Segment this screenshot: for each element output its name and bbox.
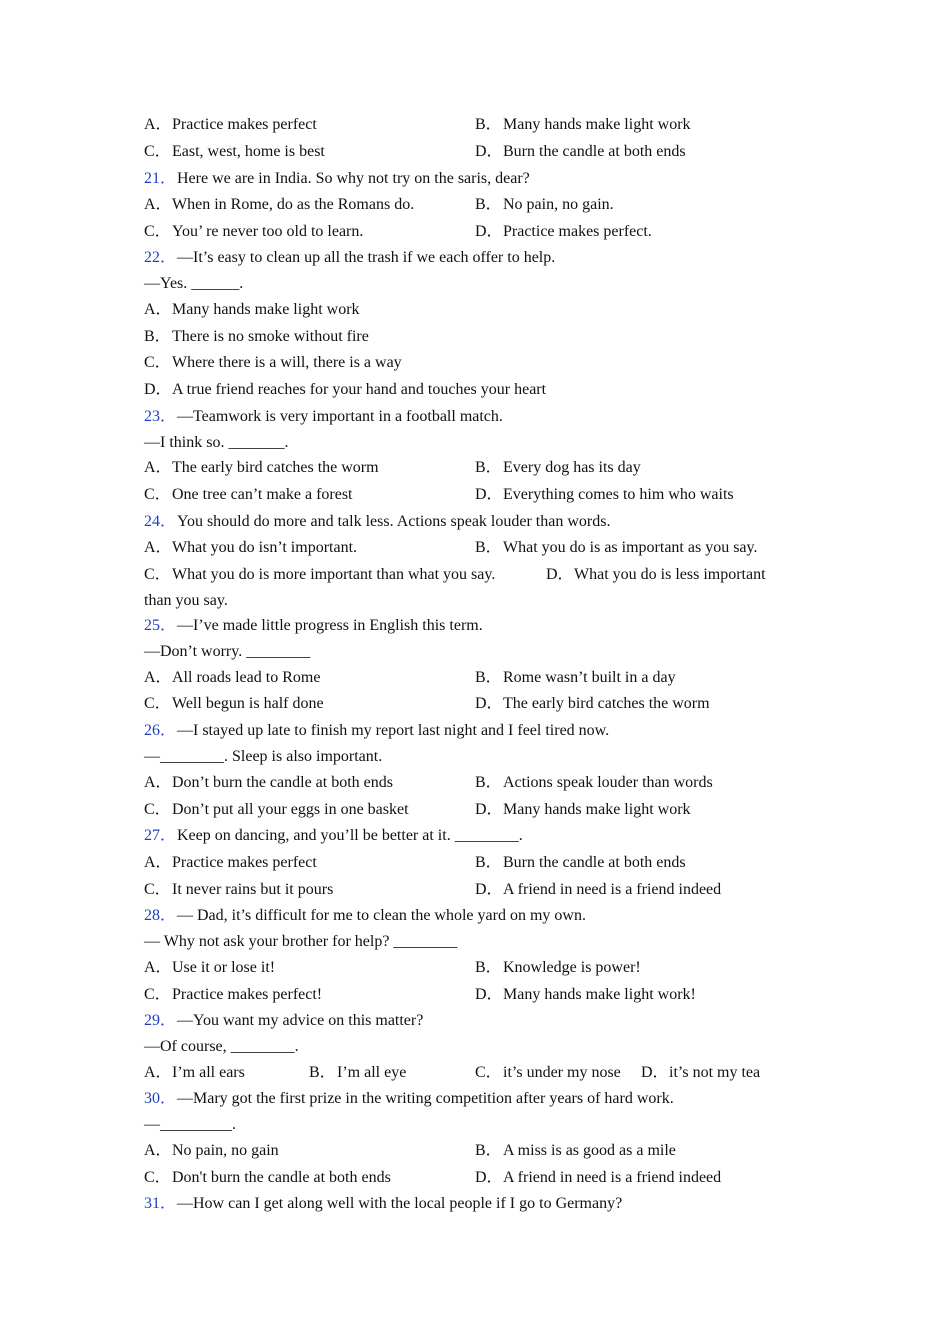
option-b bbox=[475, 458, 641, 478]
question-text: —Mary got the first prize in the writing competition after years of hard work. bbox=[177, 1090, 674, 1107]
option-label: A． bbox=[144, 854, 172, 871]
option-label: C． bbox=[144, 354, 171, 371]
option-d bbox=[475, 694, 710, 714]
option-label: D． bbox=[475, 486, 503, 503]
option-d bbox=[641, 1063, 760, 1083]
option-text: No pain, no gain bbox=[172, 1142, 279, 1159]
question-text: Here we are in India. So why not try on the saris, dear? bbox=[177, 170, 530, 187]
option-b bbox=[309, 1063, 406, 1083]
option-label: B． bbox=[475, 459, 502, 476]
option-label: B． bbox=[475, 196, 502, 213]
option-label: A． bbox=[144, 301, 172, 318]
option-b bbox=[475, 115, 691, 135]
question-text: —Teamwork is very important in a football match. bbox=[177, 408, 503, 425]
question-number: 26． bbox=[144, 722, 177, 739]
option-label: A． bbox=[144, 459, 172, 476]
option-c bbox=[144, 694, 324, 714]
option-label: D． bbox=[475, 801, 503, 818]
option-text: Practice makes perfect. bbox=[503, 223, 652, 240]
option-c bbox=[144, 142, 325, 162]
option-text: One tree can’t make a forest bbox=[172, 486, 353, 503]
question-text: —It’s easy to clean up all the trash if we each offer to help. bbox=[177, 249, 556, 266]
option-b bbox=[475, 668, 676, 688]
option-label: C． bbox=[144, 1169, 171, 1186]
option-text: it’s under my nose bbox=[503, 1064, 621, 1081]
option-d bbox=[475, 485, 734, 505]
option-text: I’m all eye bbox=[337, 1064, 407, 1081]
option-text: The early bird catches the worm bbox=[503, 695, 710, 712]
option-text: Many hands make light work bbox=[503, 116, 691, 133]
question-23-reply: —I think so. _______. bbox=[144, 434, 289, 451]
option-text: A miss is as good as a mile bbox=[503, 1142, 676, 1159]
option-label: C． bbox=[144, 566, 171, 583]
option-b bbox=[475, 853, 686, 873]
option-b bbox=[475, 538, 757, 558]
option-c bbox=[144, 880, 333, 900]
option-text: Don’t put all your eggs in one basket bbox=[172, 801, 409, 818]
option-text: What you do is as important as you say. bbox=[503, 539, 758, 556]
question-text: Keep on dancing, and you’ll be better at it. ________. bbox=[177, 827, 523, 844]
option-b bbox=[144, 327, 369, 347]
option-text: Burn the candle at both ends bbox=[503, 143, 686, 160]
option-text: What you do isn’t important. bbox=[172, 539, 358, 556]
question-30-reply: —_________. bbox=[144, 1116, 236, 1133]
question-number: 25． bbox=[144, 617, 177, 634]
option-a bbox=[144, 773, 393, 793]
option-a bbox=[144, 538, 357, 558]
question-text: —I stayed up late to finish my report last night and I feel tired now. bbox=[177, 722, 610, 739]
option-a bbox=[144, 668, 320, 688]
option-c bbox=[144, 353, 402, 373]
question-21-prompt bbox=[144, 169, 530, 189]
option-c bbox=[144, 985, 322, 1005]
question-28-reply: — Why not ask your brother for help? ________ bbox=[144, 933, 458, 950]
question-number: 31． bbox=[144, 1195, 177, 1212]
option-label: C． bbox=[144, 143, 171, 160]
question-22-prompt bbox=[144, 248, 555, 268]
question-text: —You want my advice on this matter? bbox=[177, 1012, 424, 1029]
option-text: There is no smoke without fire bbox=[172, 328, 369, 345]
option-c bbox=[144, 485, 353, 505]
option-label: D． bbox=[475, 223, 503, 240]
question-number: 21． bbox=[144, 170, 177, 187]
option-label: A． bbox=[144, 196, 172, 213]
question-text: —How can I get along well with the local people if I go to Germany? bbox=[177, 1195, 623, 1212]
option-text: Actions speak louder than words bbox=[503, 774, 713, 791]
option-label: D． bbox=[475, 986, 503, 1003]
question-28-prompt bbox=[144, 906, 586, 926]
option-c bbox=[144, 1168, 391, 1188]
option-text: What you do is less important bbox=[574, 566, 766, 583]
question-29-reply: —Of course, ________. bbox=[144, 1038, 299, 1055]
option-text: Every dog has its day bbox=[503, 459, 641, 476]
option-label: C． bbox=[144, 801, 171, 818]
option-c bbox=[144, 565, 495, 585]
option-text: A friend in need is a friend indeed bbox=[503, 881, 722, 898]
question-25-reply: —Don’t worry. ________ bbox=[144, 643, 311, 660]
question-text: You should do more and talk less. Actions speak louder than words. bbox=[177, 513, 611, 530]
option-label: B． bbox=[475, 959, 502, 976]
option-label: D． bbox=[144, 381, 172, 398]
question-number: 28． bbox=[144, 907, 177, 924]
option-text: Many hands make light work bbox=[172, 301, 360, 318]
option-text: Well begun is half done bbox=[172, 695, 324, 712]
option-c bbox=[475, 1063, 621, 1083]
option-text: Don't burn the candle at both ends bbox=[172, 1169, 391, 1186]
option-label: B． bbox=[475, 539, 502, 556]
option-d bbox=[475, 222, 652, 242]
option-text: Everything comes to him who waits bbox=[503, 486, 734, 503]
question-31-prompt bbox=[144, 1194, 622, 1214]
question-24-prompt bbox=[144, 512, 610, 532]
question-number: 24． bbox=[144, 513, 177, 530]
option-text: A true friend reaches for your hand and touches your heart bbox=[172, 381, 547, 398]
option-a bbox=[144, 300, 360, 320]
question-23-prompt bbox=[144, 407, 503, 427]
option-text: I’m all ears bbox=[172, 1064, 245, 1081]
question-text: —I’ve made little progress in English this term. bbox=[177, 617, 483, 634]
option-text: Practice makes perfect bbox=[172, 116, 317, 133]
option-label: D． bbox=[475, 143, 503, 160]
option-label: B． bbox=[475, 1142, 502, 1159]
option-label: B． bbox=[309, 1064, 336, 1081]
option-label: D． bbox=[546, 566, 574, 583]
option-d bbox=[475, 985, 696, 1005]
option-label: A． bbox=[144, 116, 172, 133]
option-d bbox=[475, 880, 721, 900]
option-text: East, west, home is best bbox=[172, 143, 325, 160]
question-number: 23． bbox=[144, 408, 177, 425]
option-a bbox=[144, 853, 317, 873]
question-26-prompt bbox=[144, 721, 609, 741]
option-text: Burn the candle at both ends bbox=[503, 854, 686, 871]
option-text: Use it or lose it! bbox=[172, 959, 276, 976]
option-text: The early bird catches the worm bbox=[172, 459, 379, 476]
option-label: B． bbox=[475, 774, 502, 791]
option-text: You’ re never too old to learn. bbox=[172, 223, 364, 240]
option-label: B． bbox=[475, 116, 502, 133]
option-label: A． bbox=[144, 539, 172, 556]
option-text: When in Rome, do as the Romans do. bbox=[172, 196, 415, 213]
option-label: B． bbox=[144, 328, 171, 345]
option-b bbox=[475, 1141, 676, 1161]
option-label: D． bbox=[475, 881, 503, 898]
question-26-reply: —________. Sleep is also important. bbox=[144, 748, 383, 765]
question-number: 22． bbox=[144, 249, 177, 266]
option-d bbox=[475, 800, 691, 820]
option-text: Many hands make light work! bbox=[503, 986, 696, 1003]
option-label: A． bbox=[144, 1142, 172, 1159]
option-label: A． bbox=[144, 1064, 172, 1081]
option-label: D． bbox=[641, 1064, 669, 1081]
question-25-prompt bbox=[144, 616, 483, 636]
option-text: Knowledge is power! bbox=[503, 959, 641, 976]
option-c bbox=[144, 222, 363, 242]
option-a bbox=[144, 115, 317, 135]
option-text: Rome wasn’t built in a day bbox=[503, 669, 676, 686]
option-label: A． bbox=[144, 669, 172, 686]
option-label: B． bbox=[475, 854, 502, 871]
option-b bbox=[475, 958, 641, 978]
question-30-prompt bbox=[144, 1089, 674, 1109]
option-a bbox=[144, 958, 275, 978]
option-text: Practice makes perfect! bbox=[172, 986, 323, 1003]
option-text: Where there is a will, there is a way bbox=[172, 354, 402, 371]
option-label: C． bbox=[144, 695, 171, 712]
question-22-reply: —Yes. ______. bbox=[144, 275, 244, 292]
option-label: C． bbox=[144, 986, 171, 1003]
question-number: 30． bbox=[144, 1090, 177, 1107]
option-label: C． bbox=[144, 223, 171, 240]
option-d bbox=[475, 142, 686, 162]
option-label: C． bbox=[144, 881, 171, 898]
option-text: Practice makes perfect bbox=[172, 854, 317, 871]
option-c bbox=[144, 800, 409, 820]
option-b bbox=[475, 773, 713, 793]
option-label: A． bbox=[144, 774, 172, 791]
option-label: D． bbox=[475, 1169, 503, 1186]
option-d bbox=[144, 380, 546, 400]
question-29-prompt bbox=[144, 1011, 423, 1031]
option-label: C． bbox=[144, 486, 171, 503]
option-label: A． bbox=[144, 959, 172, 976]
option-d-continuation: than you say. bbox=[144, 592, 228, 609]
option-text: it’s not my tea bbox=[669, 1064, 761, 1081]
option-a bbox=[144, 458, 379, 478]
option-a bbox=[144, 195, 414, 215]
option-text: No pain, no gain. bbox=[503, 196, 614, 213]
question-number: 29． bbox=[144, 1012, 177, 1029]
option-text: A friend in need is a friend indeed bbox=[503, 1169, 722, 1186]
option-label: C． bbox=[475, 1064, 502, 1081]
option-text: What you do is more important than what you say. bbox=[172, 566, 496, 583]
option-a bbox=[144, 1141, 279, 1161]
option-b bbox=[475, 195, 614, 215]
question-27-prompt bbox=[144, 826, 523, 846]
option-d bbox=[475, 1168, 721, 1188]
option-text: Many hands make light work bbox=[503, 801, 691, 818]
option-text: All roads lead to Rome bbox=[172, 669, 321, 686]
option-text: It never rains but it pours bbox=[172, 881, 334, 898]
option-label: B． bbox=[475, 669, 502, 686]
question-text: — Dad, it’s difficult for me to clean the whole yard on my own. bbox=[177, 907, 586, 924]
option-a bbox=[144, 1063, 245, 1083]
option-d bbox=[546, 565, 766, 585]
option-text: Don’t burn the candle at both ends bbox=[172, 774, 393, 791]
option-label: D． bbox=[475, 695, 503, 712]
question-number: 27． bbox=[144, 827, 177, 844]
